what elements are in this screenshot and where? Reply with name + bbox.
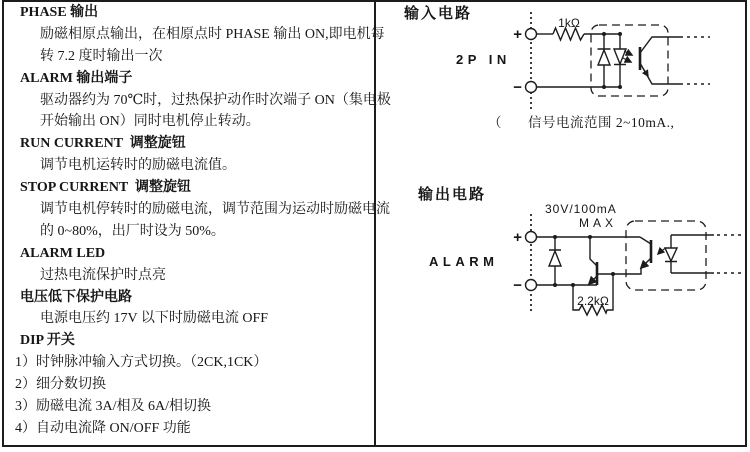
text-line: 调节电机运转时的励磁电流值。 <box>40 158 236 174</box>
rating-label: 30V/100mA <box>545 202 617 216</box>
minus-sign: − <box>513 277 522 294</box>
text-line: 驱动器约为 70℃时，过热保护动作时次端子 ON（集电极 <box>40 92 391 108</box>
output-circuit-title: 输出电路 <box>418 187 487 203</box>
optocoupler-box <box>591 25 668 96</box>
emitter-arrow-icon <box>641 258 651 268</box>
light-arrow-icon <box>623 58 631 62</box>
wire <box>640 268 641 274</box>
junction-dot <box>618 32 622 36</box>
light-arrow-icon <box>624 51 632 55</box>
led-icon <box>665 235 677 273</box>
junction-dot <box>602 85 606 89</box>
diode-icon <box>549 251 561 266</box>
minus-terminal-icon <box>526 280 537 291</box>
left-text-column <box>2 2 391 440</box>
caption-open-paren: （ <box>488 115 502 130</box>
led-icon <box>665 248 677 261</box>
input-circuit-diagram <box>403 4 710 130</box>
section-heading: ALARM LED <box>20 245 106 261</box>
junction-dot <box>618 85 622 89</box>
transistor-icon <box>590 237 597 266</box>
plus-sign: + <box>513 229 522 246</box>
list-item: 1）时钟脉冲输入方式切换。（2CK,1CK） <box>15 355 268 371</box>
text-line: 的 0~80%，出厂时设为 50%。 <box>40 223 225 239</box>
circuit-panel <box>375 0 748 448</box>
minus-sign: − <box>513 79 522 96</box>
text-line: 过热电流保护时点亮 <box>40 267 166 283</box>
section-heading: PHASE 输出 <box>20 5 99 20</box>
list-item: 2）细分数切换 <box>15 377 106 393</box>
diode-icon <box>598 50 610 65</box>
resistor-value-label: 1kΩ <box>558 16 580 30</box>
minus-terminal-icon <box>526 82 537 93</box>
emitter-arrow-icon <box>643 68 648 76</box>
led-icon <box>614 34 626 87</box>
plus-terminal-icon <box>526 232 537 243</box>
section-heading: DIP 开关 <box>20 333 75 349</box>
section-heading: RUN CURRENT 调整旋钮 <box>20 136 186 152</box>
plus-sign: + <box>513 26 522 43</box>
rating-max-label: MAX <box>579 216 618 230</box>
plus-terminal-icon <box>526 29 537 40</box>
text-line: 电源电压约 17V 以下时励磁电流 OFF <box>40 311 269 327</box>
list-item: 3）励磁电流 3A/相及 6A/相切换 <box>15 399 211 415</box>
optocoupler-box <box>626 221 706 290</box>
circuit-diagrams <box>375 0 748 448</box>
input-terminal-label: 2P IN <box>456 52 511 67</box>
junction-dot <box>553 235 557 239</box>
list-item: 4）自动电流降 ON/OFF 功能 <box>15 420 191 436</box>
section-heading: ALARM 输出端子 <box>20 70 133 86</box>
section-heading: STOP CURRENT 调整旋钮 <box>20 180 192 196</box>
output-circuit-diagram <box>417 185 741 315</box>
text-line: 开始输出 ON）同时电机停止转动。 <box>40 114 260 130</box>
output-terminal-label: ALARM <box>429 254 499 269</box>
resistor-value-label: 2.2kΩ <box>577 294 609 308</box>
section-heading: 电压低下保护电路 <box>20 289 132 305</box>
junction-dot <box>602 32 606 36</box>
phototransistor-icon <box>640 37 683 53</box>
text-line: 励磁相原点输出，在相原点时 PHASE 输出 ON,即电机每 <box>40 26 385 42</box>
text-line: 转 7.2 度时输出一次 <box>40 48 163 64</box>
text-line: 调节电机停转时的励磁电流，调节范围为运动时励磁电流 <box>40 202 390 218</box>
phototransistor-icon <box>640 237 651 244</box>
input-circuit-caption: 信号电流范围 2~10mA., <box>528 115 675 130</box>
junction-dot <box>553 283 557 287</box>
input-circuit-title: 输入电路 <box>404 6 473 22</box>
